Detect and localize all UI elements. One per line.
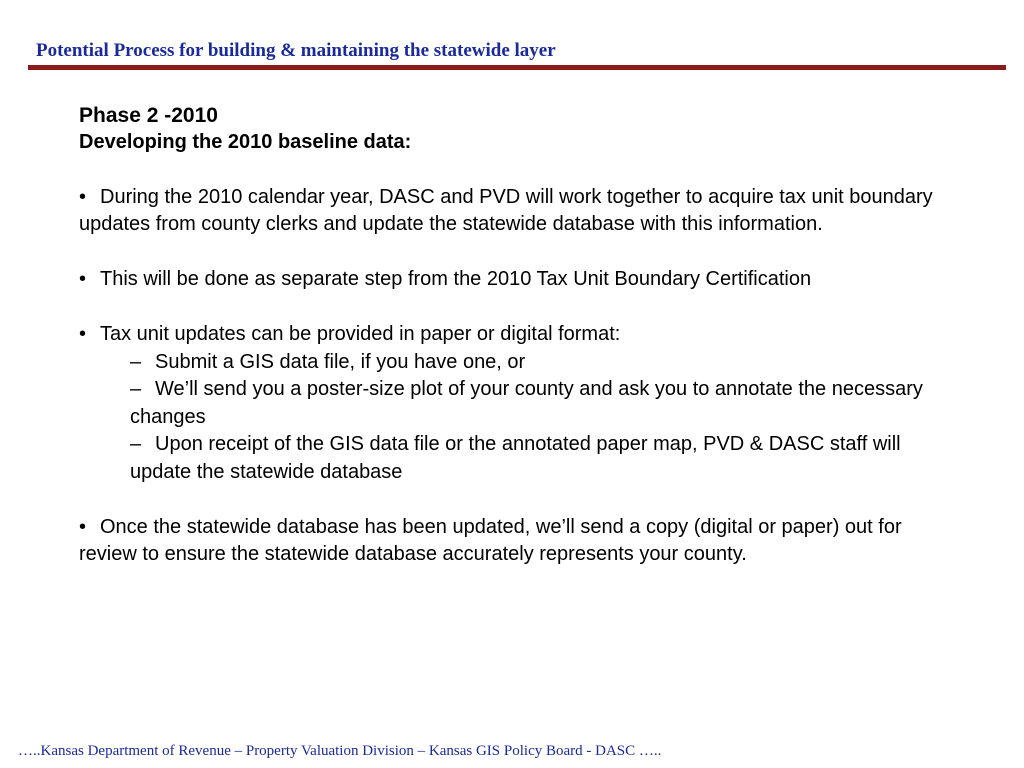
bullet-marker: • (79, 185, 87, 208)
sub-bullet-gis-file (130, 349, 949, 377)
bullet-text: Tax unit updates can be provided in paper or digital format: (100, 323, 621, 345)
sub-bullet-text: We’ll send you a poster-size plot of your county and ask you to annotate the necessary changes (130, 378, 923, 428)
bullet-marker: • (79, 323, 87, 345)
bullet-item-separate-step (79, 266, 949, 294)
sub-bullet-text: Upon receipt of the GIS data file or the annotated paper map, PVD & DASC staff will update the statewide database (130, 433, 901, 483)
bullet-text: During the 2010 calendar year, DASC and PVD will work together to acquire tax unit boundary updates from county clerks and update the statewide database with this information. (79, 185, 933, 235)
phase-heading: Phase 2 -2010 (79, 104, 218, 127)
slide-title: Potential Process for building & maintaining the statewide layer (36, 40, 556, 61)
bullet-marker: • (79, 515, 87, 538)
dash-marker: – (130, 378, 142, 400)
bullet-item-update-formats (79, 321, 949, 349)
dash-marker: – (130, 350, 142, 373)
bullet-item-acquire-updates (79, 184, 949, 239)
sub-bullet-text: Submit a GIS data file, if you have one, or (155, 350, 526, 373)
sub-bullet-poster-plot (130, 376, 949, 431)
sub-bullet-staff-update (130, 431, 949, 486)
bullet-marker: • (79, 268, 87, 290)
bullet-text: This will be done as separate step from the 2010 Tax Unit Boundary Certification (100, 268, 812, 290)
bullet-text: Once the statewide database has been updated, we’ll send a copy (digital or paper) out for review to ensure the statewide database accurately represents your county. (79, 515, 902, 565)
title-divider (28, 65, 1006, 70)
section-subheading: Developing the 2010 baseline data: (79, 131, 412, 153)
slide-footer: …..Kansas Department of Revenue – Property Valuation Division – Kansas GIS Policy Board - DASC ….. (18, 743, 662, 759)
dash-marker: – (130, 433, 142, 455)
bullet-item-review-copy (79, 514, 949, 569)
slide-content (79, 102, 949, 569)
